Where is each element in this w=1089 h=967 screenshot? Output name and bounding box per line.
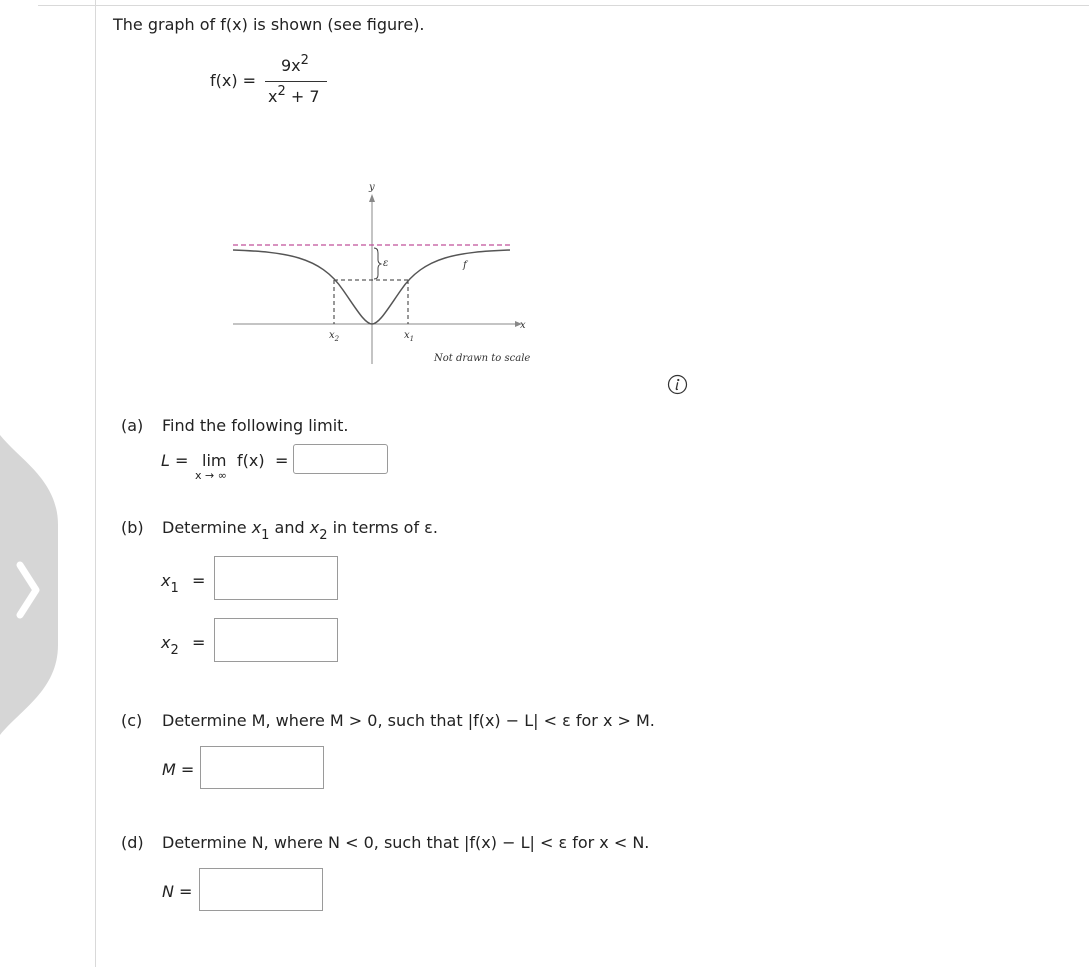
function-numerator [281,53,309,75]
n-label: N = [162,882,193,901]
function-lhs: f(x) = [210,71,257,90]
x1-label-base: x [161,571,171,590]
part-c-label: (c) [121,711,143,730]
curve-label: f [463,260,467,271]
m-answer-input[interactable] [200,746,324,789]
part-b-prompt-start: Determine [162,518,247,537]
part-b-conj: and [274,518,305,537]
denominator-rest: + 7 [290,87,320,106]
part-b-var2: x [309,518,320,537]
x1-label [161,571,179,596]
x1-tick-sub: 1 [409,335,415,343]
y-axis-arrow [369,194,375,202]
problem-intro: The graph of f(x) is shown (see figure). [113,15,425,34]
denominator-base: x [268,87,278,106]
part-c-prompt: Determine M, where M > 0, such that |f(x) − L| < ε for x > M. [162,711,655,730]
m-label: M = [162,760,195,779]
x2-tick-label [329,330,340,343]
x2-label [161,633,179,658]
numerator-exponent: 2 [300,53,309,68]
part-b-var1: x [251,518,262,537]
part-a-label: (a) [121,416,144,435]
limit-function: f(x) [237,451,265,470]
x1-tick-label [404,330,414,343]
x2-tick-base: x [329,330,335,341]
part-b-var2-sub: 2 [319,528,328,543]
limit-lhs: L = [161,451,189,470]
x2-answer-input[interactable] [214,618,338,662]
x2-label-base: x [161,633,171,652]
limit-operator: lim [202,451,227,470]
info-icon[interactable] [667,374,688,395]
x-axis-label: x [520,320,526,331]
part-b-prompt-end: in terms of ε. [332,518,438,537]
epsilon-label: ε [383,258,389,269]
epsilon-brace [374,248,381,279]
denominator-exponent: 2 [277,84,286,99]
fraction-bar [265,81,327,82]
part-d-prompt: Determine N, where N < 0, such that |f(x) − L| < ε for x < N. [162,833,650,852]
x1-tick-base: x [404,330,410,341]
left-divider [95,0,96,967]
side-panel-toggle[interactable] [0,435,58,735]
x1-answer-input[interactable] [214,556,338,600]
x2-label-sub: 2 [170,643,179,658]
part-b-label: (b) [121,518,144,537]
function-graph-figure [225,178,535,368]
limit-answer-input[interactable] [293,444,388,474]
x1-label-sub: 1 [170,581,179,596]
limit-equals: = [275,451,289,470]
part-b-prompt [162,518,438,543]
x2-equals: = [192,633,206,652]
y-axis-label: y [369,182,375,193]
x2-tick-sub: 2 [334,335,340,343]
part-a-prompt: Find the following limit. [162,416,349,435]
n-answer-input[interactable] [199,868,323,911]
numerator-base: 9x [281,56,301,75]
part-b-var1-sub: 1 [261,528,270,543]
top-divider [38,5,1089,6]
x1-equals: = [192,571,206,590]
limit-subscript: x → ∞ [195,469,227,482]
scale-note: Not drawn to scale [434,353,531,364]
function-denominator [268,84,320,106]
part-d-label: (d) [121,833,144,852]
